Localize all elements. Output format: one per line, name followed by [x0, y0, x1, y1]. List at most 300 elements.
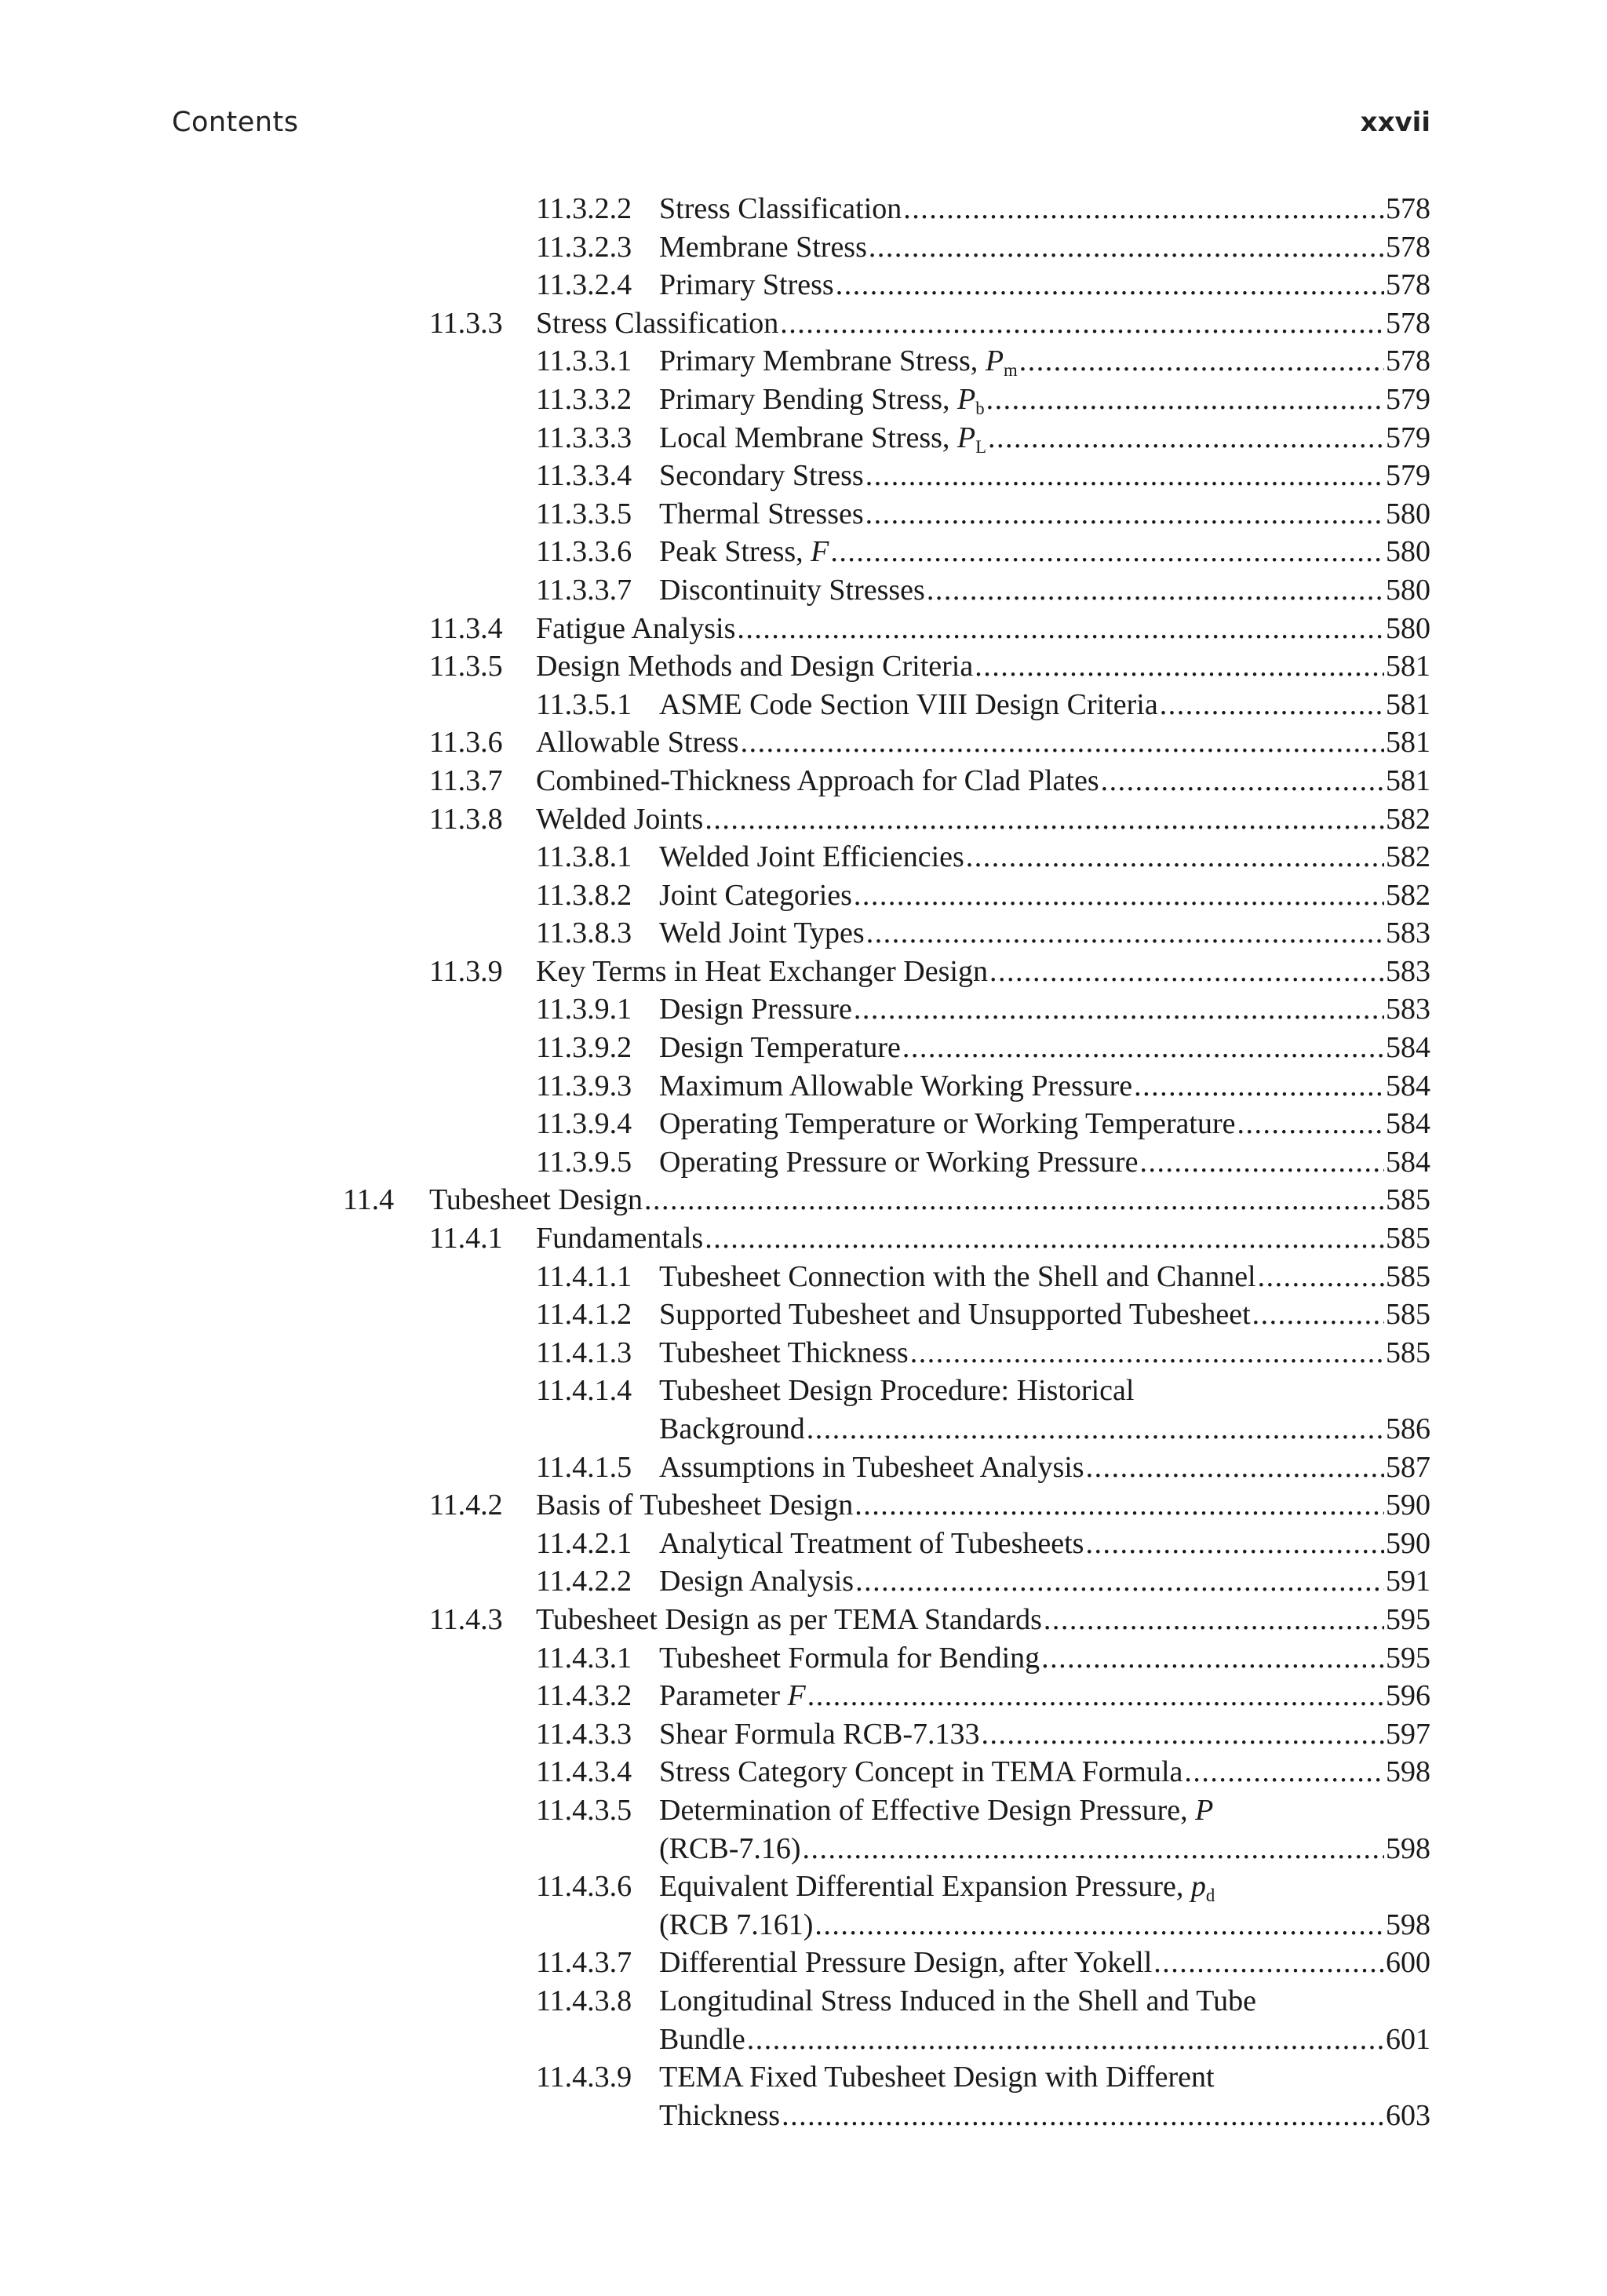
toc-entry-title-text: Differential Pressure Design, after Yokell — [659, 1946, 1153, 1980]
dot-leader — [741, 723, 1384, 762]
toc-entry[interactable] — [0, 266, 1607, 304]
dot-leader — [910, 1334, 1384, 1372]
toc-entry-body — [659, 1868, 1430, 1944]
toc-entry[interactable] — [0, 1868, 1607, 1944]
toc-entry[interactable] — [0, 1143, 1607, 1182]
toc-entry-title — [659, 1067, 1132, 1106]
toc-entry-title — [536, 762, 1099, 800]
toc-entry-body — [659, 571, 1430, 610]
toc-entry-title — [659, 533, 829, 571]
toc-entry-title — [659, 1334, 909, 1372]
toc-entry-body — [536, 1486, 1430, 1525]
toc-entry-body — [659, 1715, 1430, 1754]
dot-leader — [780, 304, 1384, 343]
toc-entry[interactable] — [0, 1067, 1607, 1106]
toc-entry[interactable] — [0, 1219, 1607, 1258]
toc-entry[interactable] — [0, 1029, 1607, 1067]
toc-entry[interactable] — [0, 1525, 1607, 1563]
toc-entry-page: 581 — [1386, 726, 1430, 760]
dot-leader — [814, 1906, 1384, 1944]
toc-entry-body — [536, 610, 1430, 648]
toc-entry-title — [536, 304, 778, 343]
toc-entry-page: 585 — [1386, 1259, 1430, 1293]
toc-entry-body — [536, 762, 1430, 800]
dot-leader — [1252, 1296, 1384, 1334]
toc-entry-number: 11.3.5.1 — [536, 687, 632, 721]
toc-entry-title-text: Determination of Effective Design Pressure, — [659, 1793, 1196, 1827]
toc-entry-title-text: Primary Stress — [659, 268, 834, 302]
toc-entry-title — [536, 647, 973, 686]
toc-entry-body — [659, 1372, 1430, 1448]
toc-entry-number: 11.3.4 — [429, 611, 503, 645]
dot-leader — [866, 914, 1384, 953]
toc-entry-title-text: Primary Membrane Stress, — [659, 344, 986, 378]
toc-entry-title — [659, 686, 1158, 724]
dot-leader — [854, 876, 1384, 915]
toc-entry-title-text: Analytical Treatment of Tubesheets — [659, 1526, 1084, 1560]
toc-entry[interactable] — [0, 457, 1607, 495]
toc-entry-number: 11.4.1.3 — [536, 1336, 632, 1369]
toc-entry[interactable] — [0, 2058, 1607, 2134]
toc-entry-title-text: Supported Tubesheet and Unsupported Tubesheet — [659, 1298, 1251, 1332]
toc-entry-body — [659, 381, 1430, 419]
toc-entry-title — [659, 342, 1018, 381]
dot-leader — [855, 1486, 1384, 1525]
toc-entry-number: 11.4.2 — [429, 1489, 503, 1522]
toc-entry-number: 11.4.1 — [429, 1222, 503, 1256]
toc-entry-page: 603 — [1386, 2098, 1430, 2132]
toc-entry-title-text: Welded Joint Efficiencies — [659, 840, 964, 874]
toc-entry-page: 582 — [1386, 802, 1430, 836]
dot-leader — [644, 1181, 1384, 1219]
dot-leader — [902, 1029, 1384, 1067]
toc-entry-body — [659, 1143, 1430, 1182]
toc-entry-title-text: Fatigue Analysis — [536, 611, 736, 645]
toc-entry-body — [659, 2058, 1430, 2134]
toc-entry-body — [536, 1601, 1430, 1639]
toc-entry-page: 596 — [1386, 1679, 1430, 1713]
dot-leader — [1160, 686, 1384, 724]
toc-entry[interactable] — [0, 304, 1607, 343]
toc-entry-number: 11.3.3.3 — [536, 421, 632, 454]
toc-entry-number: 11.3.3.7 — [536, 573, 632, 607]
toc-entry-title-text: Design Methods and Design Criteria — [536, 650, 974, 683]
toc-entry-number: 11.4.3.7 — [536, 1946, 632, 1980]
toc-entry-number: 11.4.3.9 — [536, 2061, 632, 2094]
toc-entry-number: 11.3.9.2 — [536, 1031, 632, 1065]
toc-entry-title-text: Thermal Stresses — [659, 497, 864, 530]
toc-entry-title — [659, 1029, 901, 1067]
dot-leader — [1086, 1449, 1384, 1487]
toc-entry[interactable] — [0, 1562, 1607, 1601]
toc-entry[interactable] — [0, 1486, 1607, 1525]
toc-entry-number: 11.4.1.1 — [536, 1259, 632, 1293]
toc-entry-number: 11.3.8.2 — [536, 878, 632, 912]
toc-entry-title-text: Stress Classification — [536, 306, 779, 340]
toc-entry-body — [659, 914, 1430, 953]
toc-entry[interactable] — [0, 1639, 1607, 1678]
dot-leader — [1019, 342, 1384, 381]
toc-entry-body — [659, 419, 1430, 457]
toc-entry-page: 584 — [1386, 1107, 1430, 1141]
dot-leader — [988, 419, 1384, 457]
toc-entry[interactable] — [0, 1296, 1607, 1334]
toc-entry-page: 582 — [1386, 840, 1430, 874]
dot-leader — [927, 571, 1384, 610]
toc-entry-title — [659, 1794, 1213, 1827]
dot-leader — [830, 533, 1384, 571]
toc-entry[interactable] — [0, 800, 1607, 839]
toc-entry[interactable] — [0, 1181, 1607, 1219]
toc-entry-title — [659, 1258, 1256, 1296]
toc-entry-body — [429, 1181, 1430, 1219]
toc-entry-title-text: Shear Formula RCB-7.133 — [659, 1717, 980, 1751]
toc-entry-title-text: Tubesheet Thickness — [659, 1336, 909, 1369]
toc-entry-title-text: Membrane Stress — [659, 230, 867, 264]
toc-entry-number: 11.3.8.1 — [536, 840, 632, 874]
toc-entry[interactable] — [0, 1372, 1607, 1448]
toc-entry-number: 11.4.3.3 — [536, 1717, 632, 1751]
toc-entry-number: 11.4.3.4 — [536, 1755, 632, 1789]
toc-entry-title-text: Stress Category Concept in TEMA Formula — [659, 1755, 1183, 1789]
toc-entry-subscript: L — [975, 436, 987, 457]
toc-entry-page: 580 — [1386, 497, 1430, 530]
toc-entry-number: 11.3.3.6 — [536, 535, 632, 569]
toc-entry-title-text: Maximum Allowable Working Pressure — [659, 1069, 1133, 1102]
toc-entry-body — [659, 1296, 1430, 1334]
toc-entry[interactable] — [0, 990, 1607, 1029]
toc-entry[interactable] — [0, 190, 1607, 228]
toc-entry-title-text: Tubesheet Formula for Bending — [659, 1641, 1040, 1675]
toc-entry[interactable] — [0, 1258, 1607, 1296]
toc-entry-title-text: Equivalent Differential Expansion Pressure, — [659, 1870, 1191, 1904]
running-head — [172, 107, 1430, 146]
toc-entry-variable: F — [787, 1679, 806, 1713]
dot-leader — [1139, 1143, 1384, 1182]
toc-entry-title — [659, 495, 864, 534]
toc-entry-number: 11.3.9.4 — [536, 1107, 632, 1141]
toc-entry-page: 578 — [1386, 230, 1430, 264]
dot-leader — [981, 1715, 1384, 1754]
dot-leader — [865, 457, 1384, 495]
toc-entry-title — [659, 1753, 1182, 1791]
toc-entry-title — [659, 1870, 1215, 1903]
toc-entry-title — [659, 876, 852, 915]
toc-entry-title-text: Design Analysis — [659, 1565, 855, 1598]
toc-entry-page: 597 — [1386, 1717, 1430, 1751]
toc-entry-variable: F — [811, 535, 829, 569]
toc-entry-body — [659, 1067, 1430, 1106]
toc-entry-title-text: Weld Joint Types — [659, 917, 865, 950]
toc-entry-body — [659, 990, 1430, 1029]
toc-entry-body — [536, 953, 1430, 991]
toc-entry-title-text: Tubesheet Design — [429, 1183, 643, 1217]
toc-entry-title-text: Assumptions in Tubesheet Analysis — [659, 1450, 1084, 1484]
toc-entry-body — [659, 342, 1430, 381]
toc-entry-body — [536, 800, 1430, 839]
toc-entry-number: 11.3.8.3 — [536, 917, 632, 950]
toc-entry[interactable] — [0, 876, 1607, 915]
toc-entry[interactable] — [0, 495, 1607, 534]
toc-entry-title — [659, 190, 902, 228]
toc-entry-title-text: Tubesheet Connection with the Shell and Channel — [659, 1259, 1256, 1293]
toc-entry-title — [659, 1296, 1251, 1334]
toc-entry-title-text: Tubesheet Design Procedure: Historical — [659, 1374, 1135, 1408]
toc-entry-title — [659, 457, 864, 495]
toc-entry-title — [536, 610, 735, 648]
toc-entry-page: 595 — [1386, 1641, 1430, 1675]
toc-entry-page: 582 — [1386, 878, 1430, 912]
toc-entry-body — [659, 1562, 1430, 1601]
toc-entry-body — [659, 1029, 1430, 1067]
toc-entry-body — [659, 1639, 1430, 1678]
toc-entry-variable: P — [1195, 1793, 1214, 1827]
dot-leader — [705, 1219, 1384, 1258]
toc-entry[interactable] — [0, 610, 1607, 648]
toc-entry-page: 584 — [1386, 1145, 1430, 1179]
toc-entry[interactable] — [0, 533, 1607, 571]
dot-leader — [869, 228, 1384, 267]
toc-entry-title — [659, 228, 867, 267]
toc-entry-number: 11.3.9.5 — [536, 1145, 632, 1179]
toc-entry-body — [659, 495, 1430, 534]
toc-entry-page: 601 — [1386, 2022, 1430, 2056]
toc-entry-body — [659, 1105, 1430, 1143]
toc-entry-page: 587 — [1386, 1450, 1430, 1484]
toc-entry-page: 578 — [1386, 306, 1430, 340]
toc-entry[interactable] — [0, 686, 1607, 724]
toc-entry-title-text: Operating Temperature or Working Temperature — [659, 1107, 1236, 1141]
toc-entry-body — [659, 1982, 1430, 2058]
toc-entry-title-continued: Bundle — [659, 2022, 745, 2056]
toc-entry-number: 11.4.3.1 — [536, 1641, 632, 1675]
toc-entry[interactable] — [0, 1982, 1607, 2058]
dot-leader — [836, 266, 1384, 304]
toc-entry-title — [659, 1143, 1138, 1182]
toc-entry-subscript: m — [1004, 360, 1018, 381]
toc-entry-title — [536, 953, 988, 991]
toc-entry-page: 585 — [1386, 1183, 1430, 1217]
toc-entry-title — [659, 571, 925, 610]
toc-entry-body — [659, 1791, 1430, 1868]
toc-entry-page: 583 — [1386, 993, 1430, 1026]
toc-entry-title — [536, 1219, 703, 1258]
toc-entry-title-text: Welded Joints — [536, 802, 704, 836]
dot-leader — [855, 1562, 1384, 1601]
toc-entry-number: 11.3.2.4 — [536, 268, 632, 302]
toc-entry-subscript: b — [975, 398, 985, 418]
toc-entry-title-text: Design Pressure — [659, 993, 852, 1026]
toc-entry-number: 11.3.2.2 — [536, 192, 632, 225]
toc-entry[interactable] — [0, 1753, 1607, 1791]
toc-entry[interactable] — [0, 914, 1607, 953]
toc-entry-title-continued: Background — [659, 1412, 805, 1445]
dot-leader — [1153, 1944, 1384, 1982]
toc-entry-page: 598 — [1386, 1755, 1430, 1789]
toc-entry-number: 11.3.2.3 — [536, 230, 632, 264]
toc-entry[interactable] — [0, 571, 1607, 610]
toc-entry-body — [659, 1449, 1430, 1487]
toc-entry-number: 11.3.5 — [429, 650, 503, 683]
dot-leader — [966, 838, 1384, 876]
toc-entry-page: 590 — [1386, 1526, 1430, 1560]
toc-entry-body — [659, 876, 1430, 915]
toc-entry-body — [659, 533, 1430, 571]
toc-entry-page: 578 — [1386, 268, 1430, 302]
toc-entry-page: 581 — [1386, 650, 1430, 683]
toc-entry[interactable] — [0, 838, 1607, 876]
toc-entry-title-text: Secondary Stress — [659, 459, 864, 493]
toc-entry-title-text: Allowable Stress — [536, 726, 739, 760]
toc-entry-page: 583 — [1386, 954, 1430, 988]
toc-entry-body — [536, 304, 1430, 343]
toc-entry-title-text: ASME Code Section VIII Design Criteria — [659, 687, 1158, 721]
toc-entry-title — [659, 1677, 806, 1715]
toc-entry-page: 579 — [1386, 382, 1430, 416]
toc-entry-title-text: TEMA Fixed Tubesheet Design with Different — [659, 2061, 1215, 2094]
toc-entry-page: 586 — [1386, 1412, 1430, 1445]
toc-entry-number: 11.3.3 — [429, 306, 503, 340]
toc-entry-body — [536, 723, 1430, 762]
dot-leader — [1237, 1105, 1384, 1143]
toc-entry[interactable] — [0, 953, 1607, 991]
toc-entry-number: 11.4.3 — [429, 1602, 503, 1636]
toc-entry-body — [659, 457, 1430, 495]
toc-entry-title-text: Peak Stress, — [659, 535, 811, 569]
toc-entry[interactable] — [0, 1334, 1607, 1372]
toc-entry-title-text: Primary Bending Stress, — [659, 382, 957, 416]
toc-entry[interactable] — [0, 723, 1607, 762]
toc-entry-title — [659, 381, 985, 419]
toc-entry-title-text: Discontinuity Stresses — [659, 573, 925, 607]
toc-entry[interactable] — [0, 1791, 1607, 1868]
toc-entry-title — [659, 1449, 1084, 1487]
toc-entry[interactable] — [0, 228, 1607, 267]
toc-entry-body — [659, 1258, 1430, 1296]
toc-entry-page: 578 — [1386, 192, 1430, 225]
toc-entry-page: 595 — [1386, 1602, 1430, 1636]
toc-entry-page: 583 — [1386, 917, 1430, 950]
toc-entry-title — [659, 1374, 1134, 1407]
toc-entry-variable: P — [957, 421, 976, 454]
toc-entry-number: 11.3.3.1 — [536, 344, 632, 378]
toc-entry-page: 585 — [1386, 1298, 1430, 1332]
toc-entry-title — [536, 1486, 853, 1525]
toc-entry-title — [659, 1525, 1084, 1563]
toc-entry-page: 581 — [1386, 687, 1430, 721]
dot-leader — [1184, 1753, 1384, 1791]
toc-entry-subscript: d — [1205, 1885, 1215, 1905]
toc-entry-body — [659, 1525, 1430, 1563]
toc-entry-title-continued: (RCB-7.16) — [659, 1831, 801, 1865]
toc-entry-number: 11.3.3.2 — [536, 382, 632, 416]
toc-entry[interactable] — [0, 1715, 1607, 1754]
toc-entry-page: 578 — [1386, 344, 1430, 378]
toc-entry-number: 11.4.1.5 — [536, 1450, 632, 1484]
dot-leader — [705, 800, 1384, 839]
toc-entry-number: 11.4.3.6 — [536, 1870, 632, 1904]
dot-leader — [807, 1410, 1384, 1449]
toc-entry-number: 11.3.7 — [429, 764, 503, 797]
toc-entry[interactable] — [0, 1105, 1607, 1143]
toc-entry-number: 11.3.3.4 — [536, 459, 632, 493]
toc-entry-title — [536, 1601, 1042, 1639]
toc-entry-page: 598 — [1386, 1908, 1430, 1941]
dot-leader — [782, 2097, 1384, 2135]
dot-leader — [1085, 1525, 1384, 1563]
dot-leader — [989, 953, 1384, 991]
toc-entry[interactable] — [0, 1944, 1607, 1982]
toc-entry-page: 600 — [1386, 1946, 1430, 1980]
toc-entry-page: 580 — [1386, 535, 1430, 569]
toc-entry-page: 584 — [1386, 1031, 1430, 1065]
toc-entry-body — [659, 1677, 1430, 1715]
toc-entry-title-text: Stress Classification — [659, 192, 902, 225]
toc-entry-title-text: Basis of Tubesheet Design — [536, 1489, 854, 1522]
toc-entry[interactable] — [0, 647, 1607, 686]
toc-entry-title — [659, 2061, 1215, 2094]
toc-entry-title-text: Combined-Thickness Approach for Clad Plates — [536, 764, 1099, 797]
toc-entry[interactable] — [0, 342, 1607, 381]
toc-entry-page: 598 — [1386, 1831, 1430, 1865]
toc-entry-page: 591 — [1386, 1565, 1430, 1598]
toc-entry-title-text: Tubesheet Design as per TEMA Standards — [536, 1602, 1042, 1636]
page-number: xxvii — [1360, 107, 1430, 138]
toc-entry-number: 11.3.9 — [429, 954, 503, 988]
toc-entry-body — [659, 686, 1430, 724]
toc-entry-title — [659, 1105, 1235, 1143]
toc-entry-title-text: Key Terms in Heat Exchanger Design — [536, 954, 988, 988]
toc-entry-title — [536, 800, 703, 839]
toc-entry-body — [536, 647, 1430, 686]
dot-leader — [975, 647, 1384, 686]
toc-entry-number: 11.4.1.2 — [536, 1298, 632, 1332]
toc-entry-body — [659, 228, 1430, 267]
toc-entry-body — [659, 1944, 1430, 1982]
toc-entry-number: 11.4.2.2 — [536, 1565, 632, 1598]
dot-leader — [747, 2021, 1384, 2059]
toc-entry-title-text: Operating Pressure or Working Pressure — [659, 1145, 1139, 1179]
toc-entry-page: 585 — [1386, 1222, 1430, 1256]
toc-entry-title — [659, 1639, 1040, 1678]
dot-leader — [1101, 762, 1384, 800]
toc-entry-title — [659, 1944, 1152, 1982]
toc-entry-number: 11.3.9.3 — [536, 1069, 632, 1102]
dot-leader — [807, 1677, 1384, 1715]
dot-leader — [854, 990, 1384, 1029]
toc-entry[interactable] — [0, 419, 1607, 457]
toc-entry[interactable] — [0, 381, 1607, 419]
toc-entry-number: 11.3.8 — [429, 802, 503, 836]
toc-entry[interactable] — [0, 1677, 1607, 1715]
toc-entry-title-continued: (RCB 7.161) — [659, 1908, 814, 1941]
toc-entry-page: 585 — [1386, 1336, 1430, 1369]
toc-entry-body — [659, 838, 1430, 876]
toc-entry-title — [659, 838, 964, 876]
toc-entry-title — [659, 1715, 979, 1754]
toc-entry-title — [659, 419, 986, 457]
toc-entry[interactable] — [0, 762, 1607, 800]
toc-entry-title-text: Parameter — [659, 1679, 788, 1713]
toc-entry[interactable] — [0, 1601, 1607, 1639]
toc-entry[interactable] — [0, 1449, 1607, 1487]
toc-entry-title-text: Joint Categories — [659, 878, 852, 912]
toc-entry-title — [659, 1984, 1256, 2017]
toc-entry-number: 11.3.9.1 — [536, 993, 632, 1026]
toc-entry-title-text: Design Temperature — [659, 1031, 901, 1065]
toc-entry-body — [536, 1219, 1430, 1258]
toc-entry-title — [659, 1562, 854, 1601]
